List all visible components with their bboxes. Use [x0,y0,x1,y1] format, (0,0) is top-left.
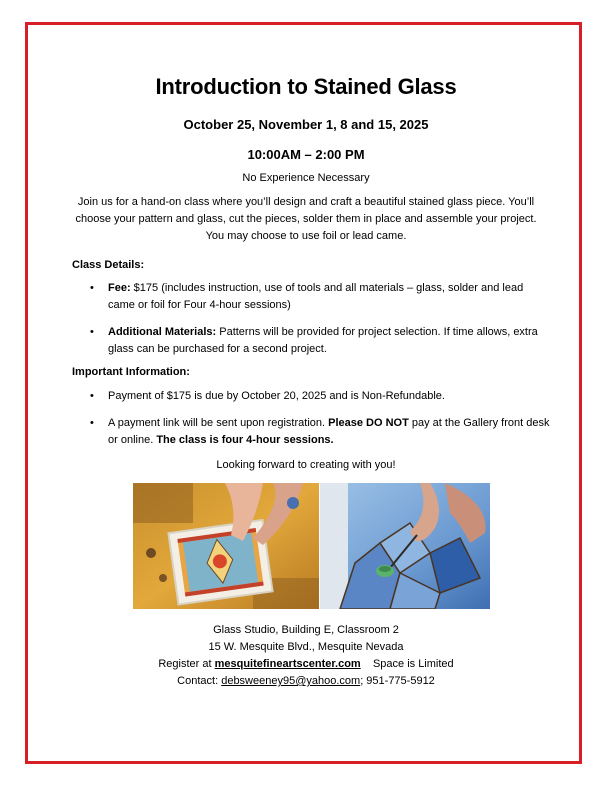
register-prefix: Register at [158,658,215,670]
list-item-registration [90,415,550,449]
fee-label: Fee: [108,282,131,294]
do-not-text: Please DO NOT [328,417,409,429]
closing-line: Looking forward to creating with you! [216,459,396,471]
location-line: Glass Studio, Building E, Classroom 2 [213,624,399,636]
list-item-materials [90,324,550,358]
materials-text: Patterns will be provided for project selection. If time allows, extra glass can be purchased for a second project. [108,326,538,355]
space-limited-text: Space is Limited [360,658,454,670]
page-title: Introduction to Stained Glass [155,74,457,99]
important-heading: Important Information: [72,366,190,378]
payment-text: Payment of $175 is due by October 20, 2025 and is Non-Refundable. [108,390,445,402]
glass-work-illustration [320,483,490,609]
fee-text: $175 (includes instruction, use of tools and all materials – glass, solder and lead came or foil for Four 4-hour sessions) [108,282,524,311]
workbench-illustration [133,483,319,609]
contact-prefix: Contact: [177,675,222,687]
materials-label: Additional Materials: [108,326,217,338]
list-item-fee [90,280,550,314]
glass-work-photo [320,483,490,609]
intro-paragraph: Join us for a hand-on class where you’ll design and craft a beautiful stained glass piece. You’ll choose your pattern and glass, cut the pieces, solder them in place and assemble your project. You may choose to use foil or lead came. [75,196,537,242]
class-details-heading: Class Details: [72,259,145,271]
sessions-text: The class is four 4-hour sessions. [156,434,334,446]
class-details-list [90,280,550,368]
contact-phone: ; 951-775-5912 [360,675,435,687]
register-line [0,658,612,670]
link-rest-text: pay at the Gallery front desk or online. [108,417,550,446]
experience-note: No Experience Necessary [242,172,370,184]
address-line: 15 W. Mesquite Blvd., Mesquite Nevada [208,641,404,653]
register-link[interactable]: mesquitefineartscenter.com [214,658,361,670]
contact-email-link[interactable]: debsweeney95@yahoo.com [221,675,361,687]
list-item-payment [90,388,550,405]
class-dates: October 25, November 1, 8 and 15, 2025 [183,117,429,132]
workbench-photo [133,483,319,609]
class-time: 10:00AM – 2:00 PM [247,147,365,162]
link-text: A payment link will be sent upon registration. [108,417,329,429]
important-list [90,388,550,459]
contact-line [0,675,612,687]
